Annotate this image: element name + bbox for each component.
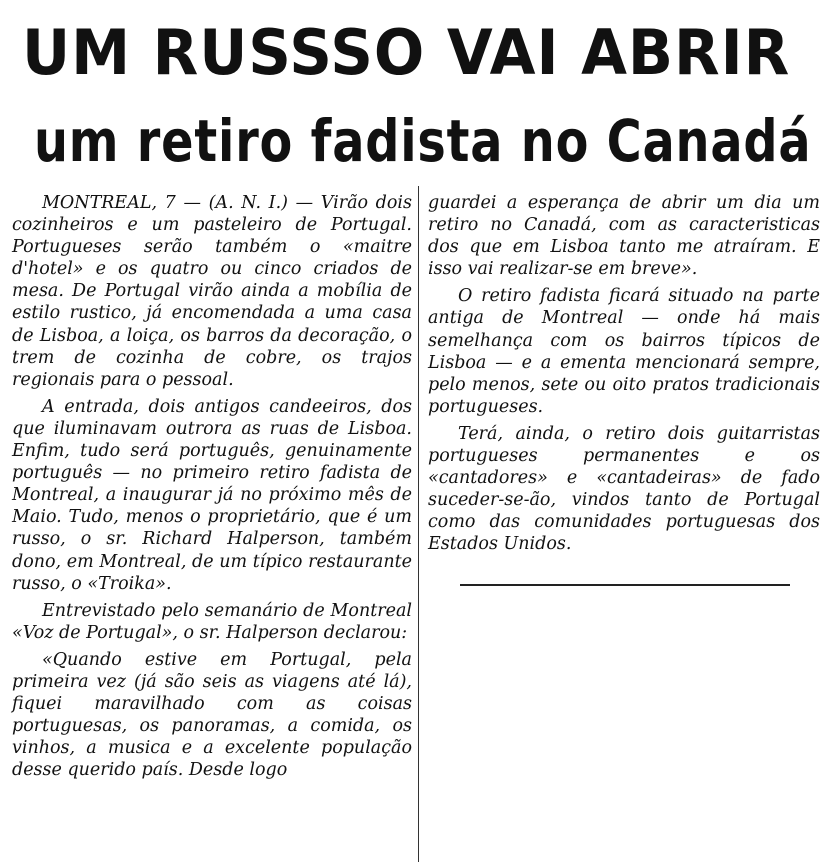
- article-paragraph: Terá, ainda, o retiro dois guitarristas portugueses permanentes e os «cantadores» e «cantadeiras» de fado suceder-se-ão, vindos tanto de Portugal como das comunidades portuguesas dos Estados Unidos.: [428, 423, 820, 555]
- article-paragraph: A entrada, dois antigos candeeiros, dos que iluminavam outrora as ruas de Lisboa. Enfim, tudo será português, genuinamente português — no primeiro retiro fadista de Montreal, a inaugurar já no próximo mês de Maio. Tudo, menos o proprietário, que é um russo, o sr. Richard Halperson, também dono, em Montreal, de um típico restaurante russo, o «Troika».: [12, 396, 412, 594]
- headline-line-2: um retiro fadista no Canadá: [34, 107, 812, 175]
- column-divider: [418, 186, 419, 862]
- article-end-rule: [460, 584, 790, 586]
- article-paragraph-quote: «Quando estive em Portugal, pela primeira vez (já são seis as viagens até lá), fiquei maravilhado com as coisas portuguesas, os panoramas, a comida, os vinhos, a musica e a excelente população desse querido país. Desde logo: [12, 649, 412, 781]
- headline-line-1: UM RUSSSO VAI ABRIR: [22, 16, 791, 89]
- article-paragraph-continued: guardei a esperança de abrir um dia um retiro no Canadá, com as caracteristicas dos que em Lisboa tanto me atraíram. E isso vai realizar-se em breve».: [428, 193, 820, 280]
- article-left-column: [12, 192, 412, 786]
- article-paragraph: Entrevistado pelo semanário de Montreal «Voz de Portugal», o sr. Halperson declarou:: [12, 600, 412, 643]
- article-paragraph: O retiro fadista ficará situado na parte antiga de Montreal — onde há mais semelhança com os bairros típicos de Lisboa — e a ementa mencionará sempre, pelo menos, sete ou oito pratos tradicionais portugueses.: [428, 286, 820, 417]
- article-paragraph-dateline: MONTREAL, 7 — (A. N. I.) — Virão dois cozinheiros e um pasteleiro de Portugal. Portugueses serão também o «maitre d'hotel» e os quatro ou cinco criados de mesa. De Portugal virão ainda a mobília de estilo rustico, já encomendada a uma casa de Lisboa, a loiça, os barros da decoração, o trem de cozinha de cobre, os trajos regionais para o pessoal.: [12, 193, 412, 390]
- article-right-column: [428, 192, 820, 561]
